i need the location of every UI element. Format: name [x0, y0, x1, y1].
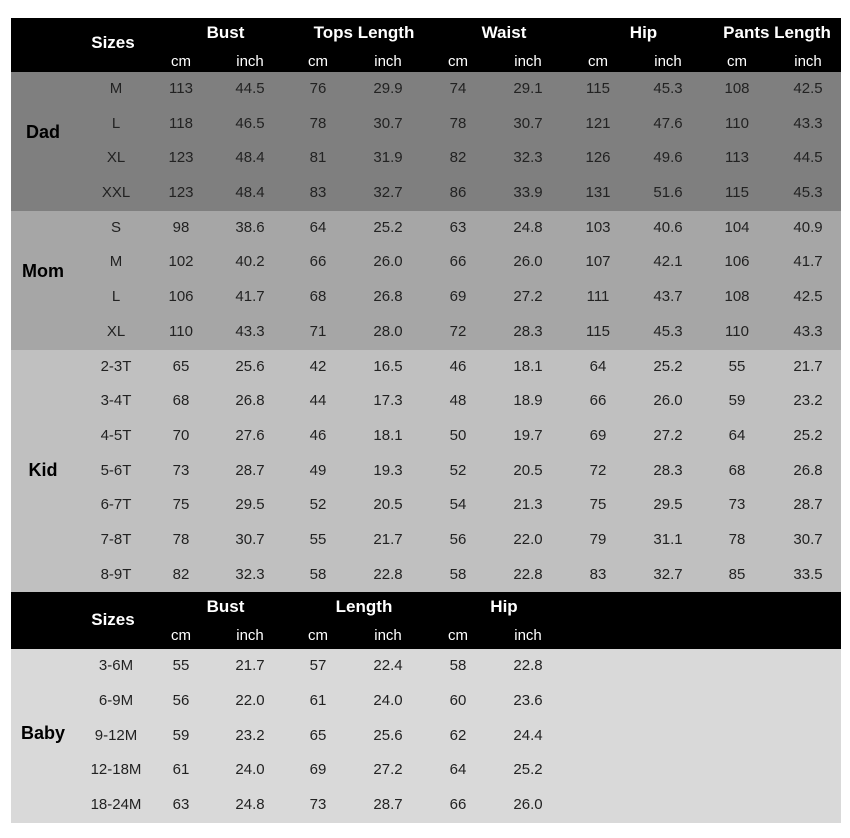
- inch-value-cell: 42.1: [653, 253, 683, 271]
- cm-value-cell: 78: [449, 114, 467, 132]
- baby-label: Baby: [20, 723, 65, 744]
- cm-value-cell: 85: [728, 565, 746, 583]
- inch-value-cell: 22.4: [373, 657, 403, 675]
- cm-value-cell: 121: [585, 114, 611, 132]
- pants-length-header: Pants Length: [723, 23, 831, 42]
- table-row: [11, 72, 841, 107]
- baby-table-header: [11, 592, 841, 649]
- cm-value-cell: 79: [589, 530, 607, 548]
- cm-value-cell: 104: [724, 218, 750, 236]
- size-cell: 2-3T: [100, 357, 132, 375]
- cm-value-cell: 58: [309, 565, 327, 583]
- inch-value-cell: 42.5: [793, 288, 823, 306]
- cm-value-cell: 118: [169, 114, 193, 132]
- table-row: [11, 454, 841, 489]
- cm-value-cell: 52: [309, 496, 327, 514]
- cm-value-cell: 57: [309, 657, 327, 675]
- mom-section: [11, 211, 841, 350]
- size-cell: 5-6T: [100, 461, 132, 479]
- size-cell: 3-6M: [98, 657, 134, 675]
- cm-value-cell: 68: [172, 392, 190, 410]
- inch-value-cell: 18.1: [373, 426, 403, 444]
- inch-value-cell: 28.3: [513, 322, 543, 340]
- kid-section: [11, 350, 841, 593]
- inch-value-cell: 30.7: [235, 530, 265, 548]
- cm-value-cell: 50: [449, 426, 467, 444]
- inch-value-cell: 33.5: [793, 565, 823, 583]
- table-row: [11, 245, 841, 280]
- inch-value-cell: 20.5: [513, 461, 543, 479]
- unit-cm: cm: [448, 627, 468, 645]
- inch-value-cell: 43.3: [793, 114, 823, 132]
- table-row: [11, 558, 841, 593]
- cm-value-cell: 115: [586, 80, 610, 97]
- inch-value-cell: 32.7: [373, 184, 403, 202]
- inch-value-cell: 17.3: [373, 392, 403, 410]
- inch-value-cell: 27.2: [653, 426, 683, 444]
- inch-value-cell: 43.3: [235, 322, 265, 340]
- unit-cm: cm: [727, 53, 747, 70]
- unit-cm: cm: [448, 53, 468, 70]
- inch-value-cell: 19.7: [513, 426, 543, 444]
- unit-inch: inch: [514, 627, 542, 645]
- inch-value-cell: 26.0: [373, 253, 403, 271]
- cm-value-cell: 82: [172, 565, 190, 583]
- cm-value-cell: 63: [449, 218, 467, 236]
- size-cell: 9-12M: [94, 726, 138, 744]
- cm-value-cell: 61: [309, 692, 327, 709]
- cm-value-cell: 115: [725, 184, 749, 202]
- cm-value-cell: 46: [449, 357, 467, 375]
- cm-value-cell: 56: [172, 692, 190, 709]
- cm-value-cell: 75: [589, 496, 607, 514]
- inch-value-cell: 21.7: [793, 357, 823, 375]
- inch-value-cell: 27.6: [235, 426, 265, 444]
- inch-value-cell: 20.5: [373, 496, 403, 514]
- size-cell: 8-9T: [100, 565, 132, 583]
- inch-value-cell: 26.0: [513, 796, 543, 814]
- unit-inch: inch: [236, 53, 264, 70]
- inch-value-cell: 23.6: [513, 692, 543, 709]
- inch-value-cell: 29.5: [653, 496, 683, 514]
- cm-value-cell: 64: [728, 426, 746, 444]
- inch-value-cell: 31.9: [373, 149, 403, 167]
- inch-value-cell: 28.7: [793, 496, 823, 514]
- size-cell: 4-5T: [100, 426, 132, 444]
- cm-value-cell: 98: [172, 218, 190, 236]
- hip-header: Hip: [490, 597, 518, 617]
- inch-value-cell: 33.9: [513, 184, 543, 202]
- inch-value-cell: 28.0: [373, 322, 403, 340]
- inch-value-cell: 28.3: [653, 461, 683, 479]
- size-cell: M: [109, 253, 123, 271]
- table-row: [11, 315, 841, 350]
- cm-value-cell: 73: [728, 496, 746, 514]
- cm-value-cell: 106: [724, 253, 750, 271]
- cm-value-cell: 52: [449, 461, 467, 479]
- inch-value-cell: 18.1: [513, 357, 543, 375]
- cm-value-cell: 74: [449, 80, 467, 97]
- cm-value-cell: 123: [168, 184, 194, 202]
- table-row: [11, 684, 841, 719]
- inch-value-cell: 26.8: [793, 461, 823, 479]
- inch-value-cell: 41.7: [793, 253, 823, 271]
- cm-value-cell: 65: [172, 357, 190, 375]
- inch-value-cell: 46.5: [235, 114, 265, 132]
- cm-value-cell: 66: [309, 253, 327, 271]
- size-cell: XL: [106, 149, 126, 167]
- cm-value-cell: 60: [449, 692, 467, 709]
- table-row: [11, 488, 841, 523]
- cm-value-cell: 86: [449, 184, 467, 202]
- table-row: [11, 350, 841, 385]
- size-cell: XL: [106, 322, 126, 340]
- tops-length-header: Tops Length: [313, 23, 415, 42]
- size-cell: 3-4T: [100, 392, 132, 410]
- inch-value-cell: 32.3: [235, 565, 265, 583]
- inch-value-cell: 27.2: [513, 288, 543, 306]
- inch-value-cell: 26.8: [373, 288, 403, 306]
- unit-inch: inch: [514, 53, 542, 70]
- inch-value-cell: 44.5: [235, 80, 265, 97]
- inch-value-cell: 25.2: [653, 357, 683, 375]
- cm-value-cell: 106: [168, 288, 194, 306]
- table-row: [11, 176, 841, 211]
- inch-value-cell: 30.7: [373, 114, 403, 132]
- inch-value-cell: 28.7: [235, 461, 265, 479]
- cm-value-cell: 59: [172, 726, 190, 744]
- cm-value-cell: 62: [449, 726, 467, 744]
- inch-value-cell: 47.6: [653, 114, 683, 132]
- table-row: [11, 211, 841, 246]
- cm-value-cell: 66: [449, 796, 467, 814]
- unit-inch: inch: [654, 53, 682, 70]
- size-cell: L: [111, 114, 121, 132]
- sizes-header: Sizes: [91, 610, 135, 630]
- inch-value-cell: 22.0: [235, 692, 265, 709]
- cm-value-cell: 113: [169, 80, 193, 97]
- hip-header: Hip: [629, 23, 658, 42]
- size-cell: 12-18M: [90, 761, 142, 779]
- kid-label: Kid: [28, 459, 58, 480]
- inch-value-cell: 25.2: [793, 426, 823, 444]
- inch-value-cell: 21.3: [513, 496, 543, 514]
- inch-value-cell: 23.2: [235, 726, 265, 744]
- table-row: [11, 107, 841, 142]
- cm-value-cell: 55: [172, 657, 190, 675]
- inch-value-cell: 22.0: [513, 530, 543, 548]
- inch-value-cell: 24.0: [373, 692, 403, 709]
- inch-value-cell: 19.3: [373, 461, 403, 479]
- inch-value-cell: 45.3: [653, 80, 683, 97]
- size-chart: [11, 18, 841, 823]
- bust-header: Bust: [206, 23, 245, 42]
- cm-value-cell: 82: [449, 149, 467, 167]
- cm-value-cell: 110: [169, 322, 193, 340]
- table-row: [11, 649, 841, 684]
- cm-value-cell: 46: [309, 426, 327, 444]
- cm-value-cell: 111: [586, 288, 610, 306]
- inch-value-cell: 26.8: [235, 392, 265, 410]
- inch-value-cell: 23.2: [793, 392, 823, 410]
- table-row: [11, 753, 841, 788]
- cm-value-cell: 68: [728, 461, 746, 479]
- cm-value-cell: 72: [449, 322, 467, 340]
- cm-value-cell: 63: [172, 796, 190, 814]
- cm-value-cell: 126: [585, 149, 611, 167]
- inch-value-cell: 38.6: [235, 218, 265, 236]
- cm-value-cell: 64: [449, 761, 467, 779]
- mom-label: Mom: [22, 260, 64, 281]
- inch-value-cell: 45.3: [653, 322, 683, 340]
- sizes-header: Sizes: [91, 33, 135, 52]
- unit-inch: inch: [794, 53, 822, 70]
- cm-value-cell: 103: [585, 218, 611, 236]
- unit-cm: cm: [588, 53, 608, 70]
- cm-value-cell: 54: [449, 496, 467, 514]
- inch-value-cell: 45.3: [793, 184, 823, 202]
- cm-value-cell: 64: [309, 218, 327, 236]
- table-row: [11, 719, 841, 754]
- cm-value-cell: 49: [309, 461, 327, 479]
- cm-value-cell: 73: [172, 461, 190, 479]
- inch-value-cell: 29.1: [513, 80, 543, 97]
- cm-value-cell: 69: [449, 288, 467, 306]
- cm-value-cell: 83: [309, 184, 327, 202]
- cm-value-cell: 71: [309, 322, 327, 340]
- waist-header: Waist: [481, 23, 527, 42]
- inch-value-cell: 40.6: [653, 218, 683, 236]
- inch-value-cell: 22.8: [373, 565, 403, 583]
- inch-value-cell: 25.6: [373, 726, 403, 744]
- size-cell: 6-7T: [100, 496, 132, 514]
- cm-value-cell: 108: [724, 288, 750, 306]
- inch-value-cell: 48.4: [235, 149, 265, 167]
- unit-inch: inch: [236, 627, 264, 645]
- inch-value-cell: 29.5: [235, 496, 265, 514]
- cm-value-cell: 59: [728, 392, 746, 410]
- table-row: [11, 419, 841, 454]
- size-cell: 18-24M: [90, 796, 142, 814]
- size-cell: S: [110, 218, 121, 236]
- inch-value-cell: 40.9: [793, 218, 823, 236]
- table-row: [11, 141, 841, 176]
- inch-value-cell: 40.2: [235, 253, 265, 271]
- unit-inch: inch: [374, 627, 402, 645]
- cm-value-cell: 108: [724, 80, 750, 97]
- table-row: [11, 384, 841, 419]
- cm-value-cell: 131: [585, 184, 611, 202]
- cm-value-cell: 102: [168, 253, 194, 271]
- inch-value-cell: 43.7: [653, 288, 683, 306]
- inch-value-cell: 26.0: [653, 392, 683, 410]
- size-cell: 7-8T: [100, 530, 132, 548]
- cm-value-cell: 83: [589, 565, 607, 583]
- inch-value-cell: 25.2: [513, 761, 543, 779]
- inch-value-cell: 24.0: [235, 761, 265, 779]
- inch-value-cell: 51.6: [653, 184, 683, 202]
- inch-value-cell: 26.0: [513, 253, 543, 271]
- cm-value-cell: 66: [449, 253, 467, 271]
- cm-value-cell: 78: [309, 114, 327, 132]
- cm-value-cell: 58: [449, 657, 467, 675]
- unit-cm: cm: [171, 627, 191, 645]
- inch-value-cell: 21.7: [373, 530, 403, 548]
- inch-value-cell: 24.8: [513, 218, 543, 236]
- cm-value-cell: 58: [449, 565, 467, 583]
- cm-value-cell: 68: [309, 288, 327, 306]
- cm-value-cell: 61: [172, 761, 190, 779]
- unit-cm: cm: [308, 627, 328, 645]
- cm-value-cell: 55: [728, 357, 746, 375]
- cm-value-cell: 78: [172, 530, 190, 548]
- inch-value-cell: 28.7: [373, 796, 403, 814]
- inch-value-cell: 25.6: [235, 357, 265, 375]
- unit-inch: inch: [374, 53, 402, 70]
- inch-value-cell: 16.5: [373, 357, 403, 375]
- dad-section: [11, 72, 841, 211]
- cm-value-cell: 44: [309, 392, 327, 410]
- cm-value-cell: 66: [589, 392, 607, 410]
- cm-value-cell: 78: [728, 530, 746, 548]
- dad-label: Dad: [25, 122, 60, 142]
- inch-value-cell: 42.5: [793, 80, 823, 97]
- cm-value-cell: 65: [309, 726, 327, 744]
- inch-value-cell: 22.8: [513, 657, 543, 675]
- cm-value-cell: 56: [449, 530, 467, 548]
- inch-value-cell: 29.9: [373, 80, 403, 97]
- cm-value-cell: 73: [309, 796, 327, 814]
- cm-value-cell: 115: [586, 322, 610, 340]
- size-cell: 6-9M: [98, 692, 134, 709]
- cm-value-cell: 48: [449, 392, 467, 410]
- inch-value-cell: 22.8: [513, 565, 543, 583]
- cm-value-cell: 110: [725, 322, 749, 340]
- cm-value-cell: 72: [589, 461, 607, 479]
- cm-value-cell: 69: [589, 426, 607, 444]
- unit-cm: cm: [171, 53, 191, 70]
- inch-value-cell: 21.7: [235, 657, 265, 675]
- length-header: Length: [335, 597, 393, 617]
- cm-value-cell: 42: [309, 357, 327, 375]
- inch-value-cell: 24.8: [235, 796, 265, 814]
- cm-value-cell: 75: [172, 496, 190, 514]
- size-cell: XXL: [101, 184, 131, 202]
- size-cell: L: [111, 288, 121, 306]
- table-row: [11, 788, 841, 823]
- inch-value-cell: 43.3: [793, 322, 823, 340]
- inch-value-cell: 30.7: [513, 114, 543, 132]
- cm-value-cell: 69: [309, 761, 327, 779]
- inch-value-cell: 25.2: [373, 218, 403, 236]
- table-row: [11, 523, 841, 558]
- size-cell: M: [109, 80, 123, 97]
- cm-value-cell: 76: [309, 80, 327, 97]
- cm-value-cell: 64: [589, 357, 607, 375]
- cm-value-cell: 81: [309, 149, 327, 167]
- table-row: [11, 280, 841, 315]
- inch-value-cell: 24.4: [513, 726, 543, 744]
- inch-value-cell: 31.1: [653, 530, 683, 548]
- bust-header: Bust: [206, 597, 245, 617]
- inch-value-cell: 18.9: [513, 392, 543, 410]
- unit-cm: cm: [308, 53, 328, 70]
- cm-value-cell: 107: [585, 253, 611, 271]
- cm-value-cell: 113: [725, 149, 749, 167]
- cm-value-cell: 123: [168, 149, 194, 167]
- inch-value-cell: 27.2: [373, 761, 403, 779]
- inch-value-cell: 48.4: [235, 184, 265, 202]
- inch-value-cell: 44.5: [793, 149, 823, 167]
- cm-value-cell: 70: [172, 426, 190, 444]
- inch-value-cell: 41.7: [235, 288, 265, 306]
- cm-value-cell: 55: [309, 530, 327, 548]
- inch-value-cell: 49.6: [653, 149, 683, 167]
- baby-section: [11, 649, 841, 822]
- inch-value-cell: 32.3: [513, 149, 543, 167]
- inch-value-cell: 32.7: [653, 565, 683, 583]
- cm-value-cell: 110: [725, 114, 749, 132]
- main-table-header: [11, 18, 841, 72]
- inch-value-cell: 30.7: [793, 530, 823, 548]
